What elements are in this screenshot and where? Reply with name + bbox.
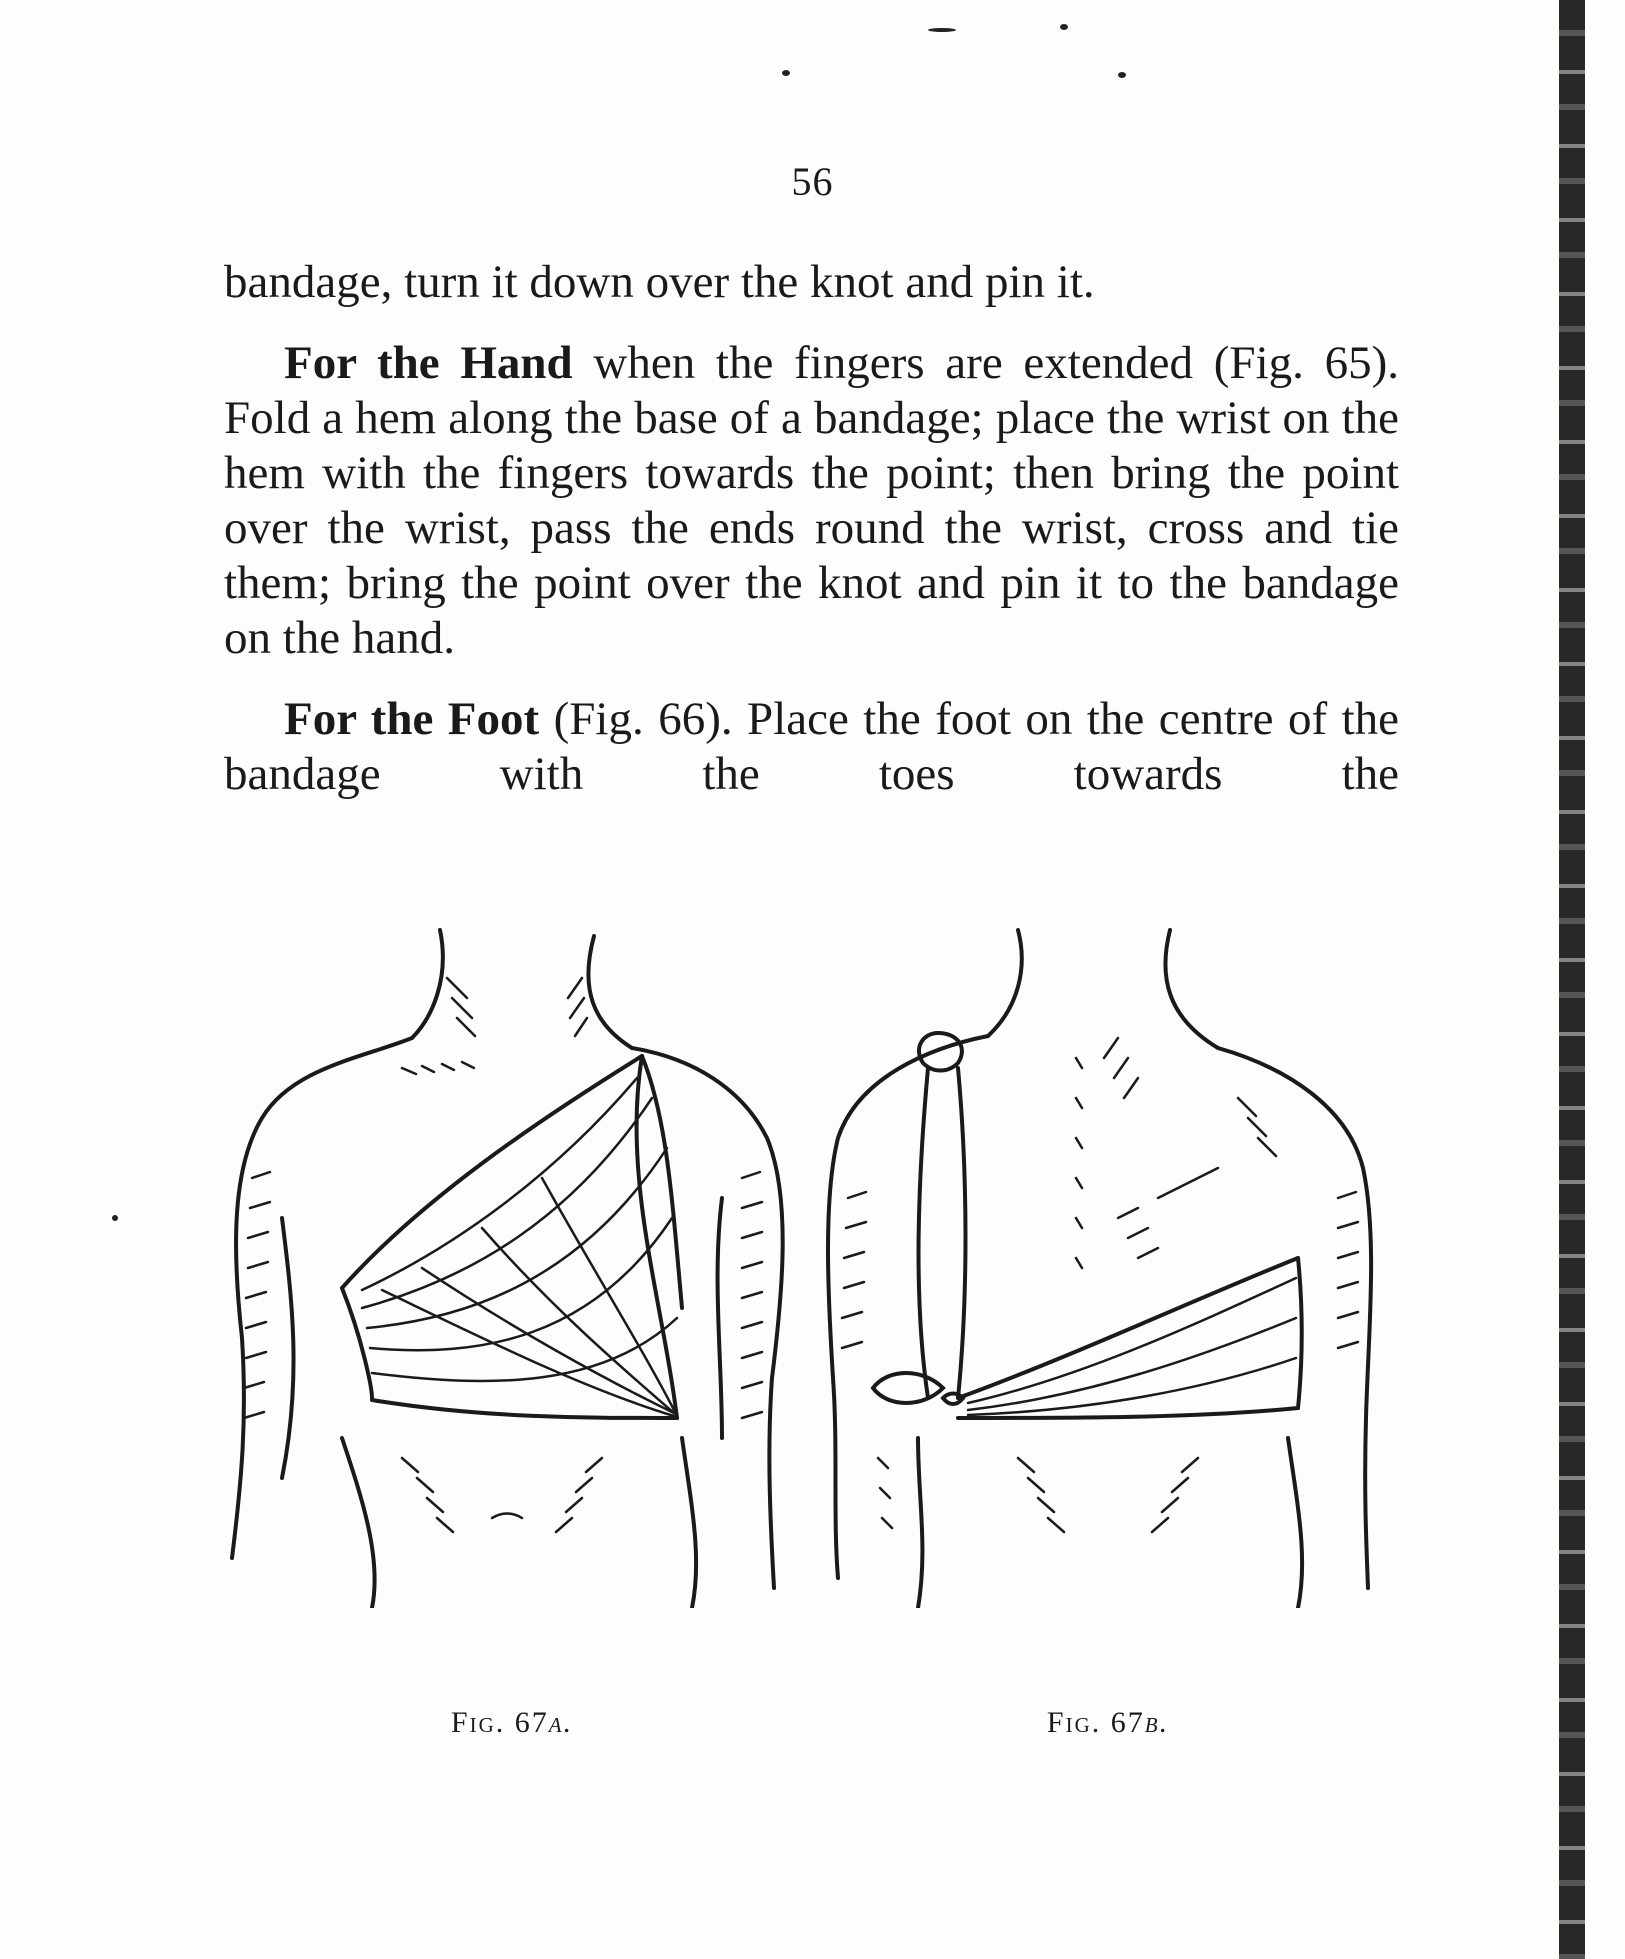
hand-text: when the fingers are extended (Fig. 65). Fold a hem along the base of a bandage; place the wrist on the hem with the fingers towards the point; then bring the point over the wrist, pass the ends round the wrist, cross and tie them; bring the point over the knot and pin it to the bandage on the hand. <box>224 337 1399 664</box>
chest-bandage-front-illustration-icon <box>222 918 802 1608</box>
figure-67a <box>222 918 802 1698</box>
scan-speck <box>928 28 956 32</box>
figure-67b <box>818 918 1398 1698</box>
figure-67a-caption-letter: a. <box>548 1706 574 1739</box>
figure-67a-caption-number: Fig. 67 <box>450 1706 549 1739</box>
figure-67b-caption-number: Fig. 67 <box>1046 1706 1145 1739</box>
figure-67b-caption-letter: b. <box>1144 1706 1170 1739</box>
foot-text: (Fig. 66). Place the foot on the centre of the bandage with the toes towards the <box>224 693 1399 800</box>
scan-speck <box>1060 24 1068 30</box>
hand-paragraph <box>224 336 1399 666</box>
foot-paragraph <box>224 692 1399 802</box>
page-number: 56 <box>791 159 834 204</box>
chest-bandage-back-illustration-icon <box>818 918 1398 1608</box>
scan-speck <box>1118 72 1126 78</box>
figure-67b-caption <box>818 1706 1398 1740</box>
foot-heading: For the Foot <box>284 693 540 745</box>
hand-heading: For the Hand <box>284 337 573 389</box>
scan-speck <box>782 70 790 76</box>
continuation-paragraph: bandage, turn it down over the knot and pin it. <box>224 256 1095 308</box>
figure-67a-caption <box>222 1706 802 1740</box>
scan-speck <box>112 1215 118 1221</box>
page-edge-scan-shadow <box>1559 0 1585 1959</box>
body-text <box>224 255 1399 802</box>
